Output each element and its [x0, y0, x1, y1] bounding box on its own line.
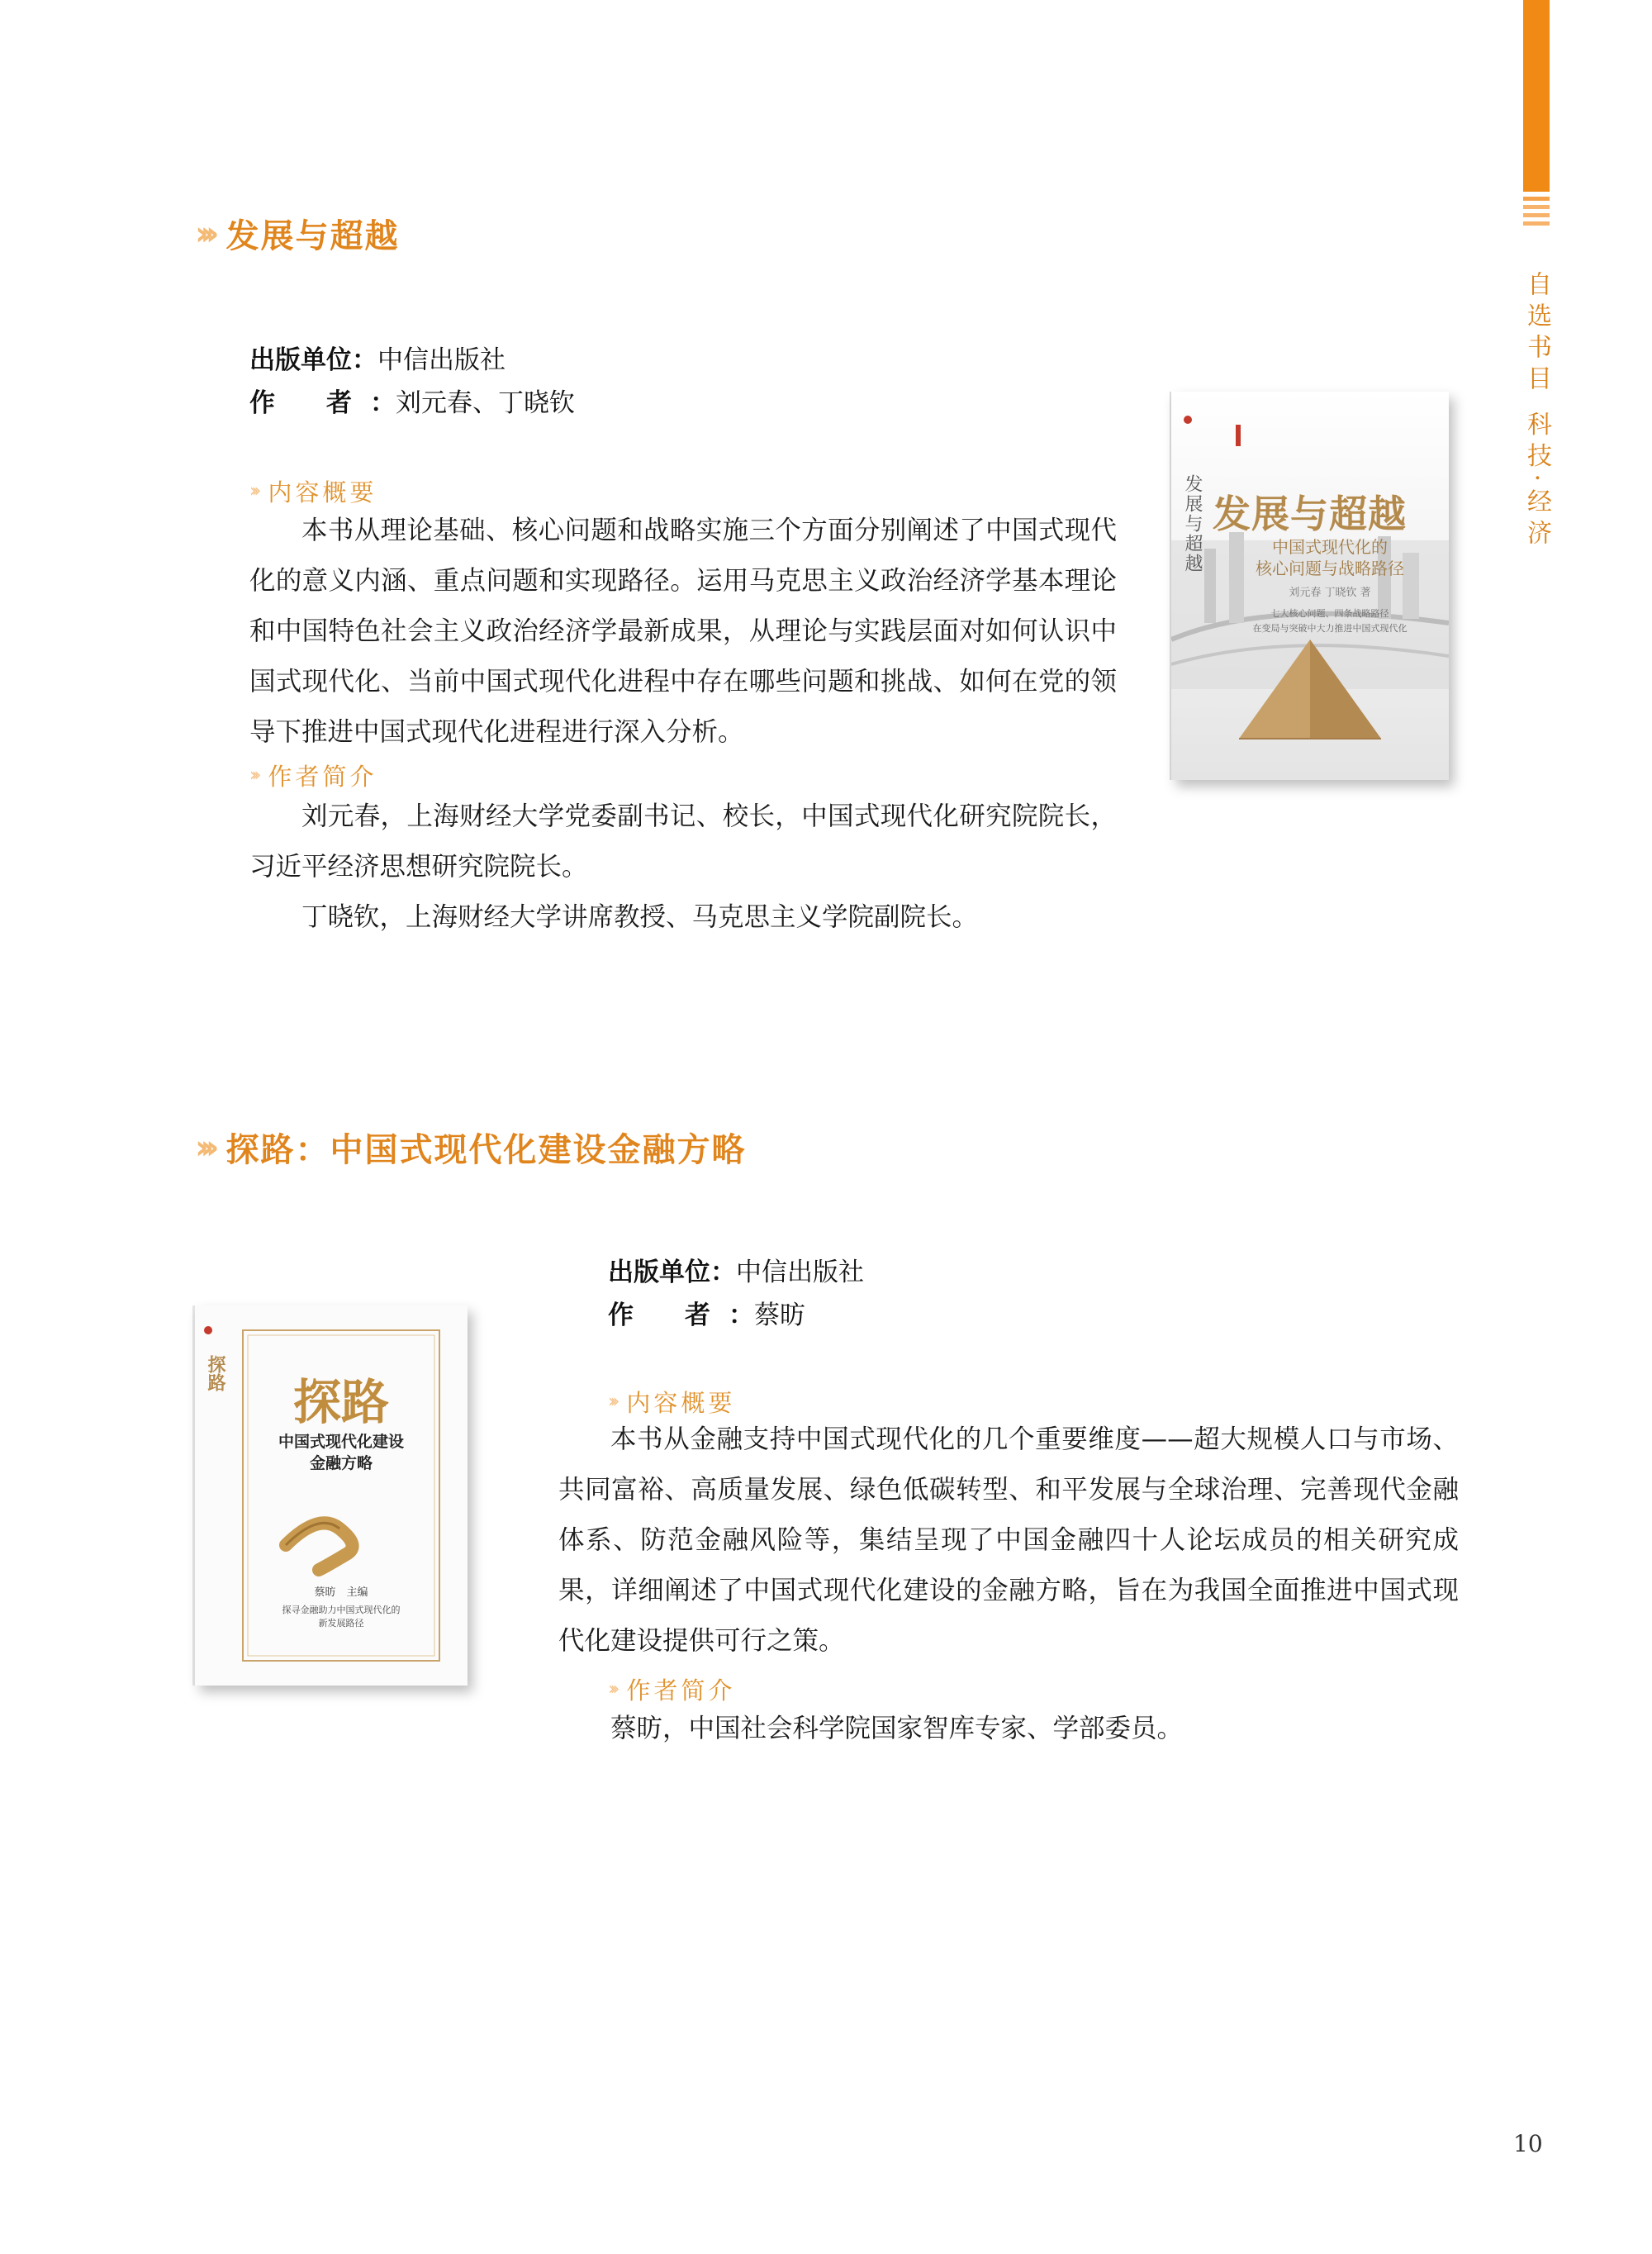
side-accent-bar	[1523, 0, 1550, 192]
chevron-icon: ›››	[249, 481, 257, 502]
book2-cover	[195, 1305, 468, 1686]
book2-summary-heading: ››› 内容概要	[608, 1389, 736, 1417]
book1-cover-tagline1: 七大核心问题、四条战略路径	[1270, 608, 1389, 619]
book1-cover-authors: 刘元春 丁晓钦 著	[1289, 587, 1371, 599]
book1-cover-spine-text: 发展与超越	[1182, 474, 1203, 573]
book2-cover-subtitle1: 中国式现代化建设	[278, 1433, 404, 1451]
book1-authors: 刘元春、丁晓钦	[396, 388, 575, 418]
book2-cover-title: 探路	[292, 1374, 389, 1430]
book2-summary: 本书从金融支持中国式现代化的几个重要维度——超大规模人口与市场、共同富裕、高质量发展、绿色低碳转型、和平发展与全球治理、完善现代金融体系、防范金融风险等，集结呈现了中国金融四十人论坛成员的相关研究成果，详细阐述了中国式现代化建设的金融方略，旨在为我国全面推进中国式现代化建设提供可行之策。	[558, 1424, 1459, 1656]
book1-title: 发展与超越	[225, 216, 400, 255]
book1-meta: 出版单位：中信出版社 作 者 ：刘元春、丁晓钦	[249, 345, 575, 418]
book2-publisher: 中信出版社	[736, 1258, 864, 1287]
side-stripes	[1523, 197, 1550, 230]
book2-bio: 蔡昉，中国社会科学院国家智库专家、学部委员。	[610, 1714, 1184, 1743]
book2-bio-heading: ››› 作者简介	[608, 1676, 736, 1705]
book2-cover-tagline1: 探寻金融助力中国式现代化的	[282, 1605, 401, 1615]
page-number: 10	[1513, 2130, 1543, 2157]
chevron-icon: ›››	[195, 214, 211, 253]
chevron-icon: ›››	[249, 765, 257, 786]
book2-meta: 出版单位：中信出版社 作 者 ：蔡昉	[608, 1258, 864, 1330]
book2-cover-subtitle2: 金融方略	[309, 1454, 373, 1472]
book2-authors: 蔡昉	[754, 1301, 805, 1330]
book1-heading	[195, 210, 399, 257]
book2-heading	[195, 1124, 746, 1171]
book2-cover-spine-text: 探路	[205, 1355, 226, 1391]
book1-summary: 本书从理论基础、核心问题和战略实施三个方面分别阐述了中国式现代化的意义内涵、重点问题和实现路径。运用马克思主义政治经济学基本理论和中国特色社会主义政治经济学最新成果，从理论与实践层面对如何认识中国式现代化、当前中国式现代化进程中存在哪些问题和挑战、如何在党的领导下推进中国式现代化进程进行深入分析。	[249, 516, 1117, 747]
book1-cover-title: 发展与超越	[1213, 492, 1407, 536]
chevron-icon: ›››	[195, 1128, 211, 1167]
book1-cover-subtitle2: 核心问题与战略路径	[1256, 559, 1404, 578]
book1-bio-heading: ››› 作者简介	[249, 763, 377, 791]
book2-cover-tagline2: 新发展路径	[318, 1618, 364, 1629]
book1-bio: 刘元春，上海财经大学党委副书记、校长，中国式现代化研究院院长，习近平经济思想研究院院长。 丁晓钦，上海财经大学讲席教授、马克思主义学院副院长。	[249, 801, 1117, 932]
chevron-icon: ›››	[608, 1391, 615, 1412]
section-label: 自选书目 科技·经济	[1522, 271, 1551, 552]
book1-summary-heading: ››› 内容概要	[249, 478, 377, 506]
book2-cover-editor: 蔡昉 主编	[314, 1586, 368, 1599]
book1-publisher: 中信出版社	[377, 345, 506, 375]
book1-cover-subtitle1: 中国式现代化的	[1272, 537, 1388, 557]
book1-cover	[1171, 392, 1449, 780]
book1-cover-tagline2: 在变局与突破中大力推进中国式现代化	[1252, 623, 1408, 634]
chevron-icon: ›››	[608, 1679, 615, 1700]
book2-title: 探路：中国式现代化建设金融方略	[225, 1130, 747, 1169]
